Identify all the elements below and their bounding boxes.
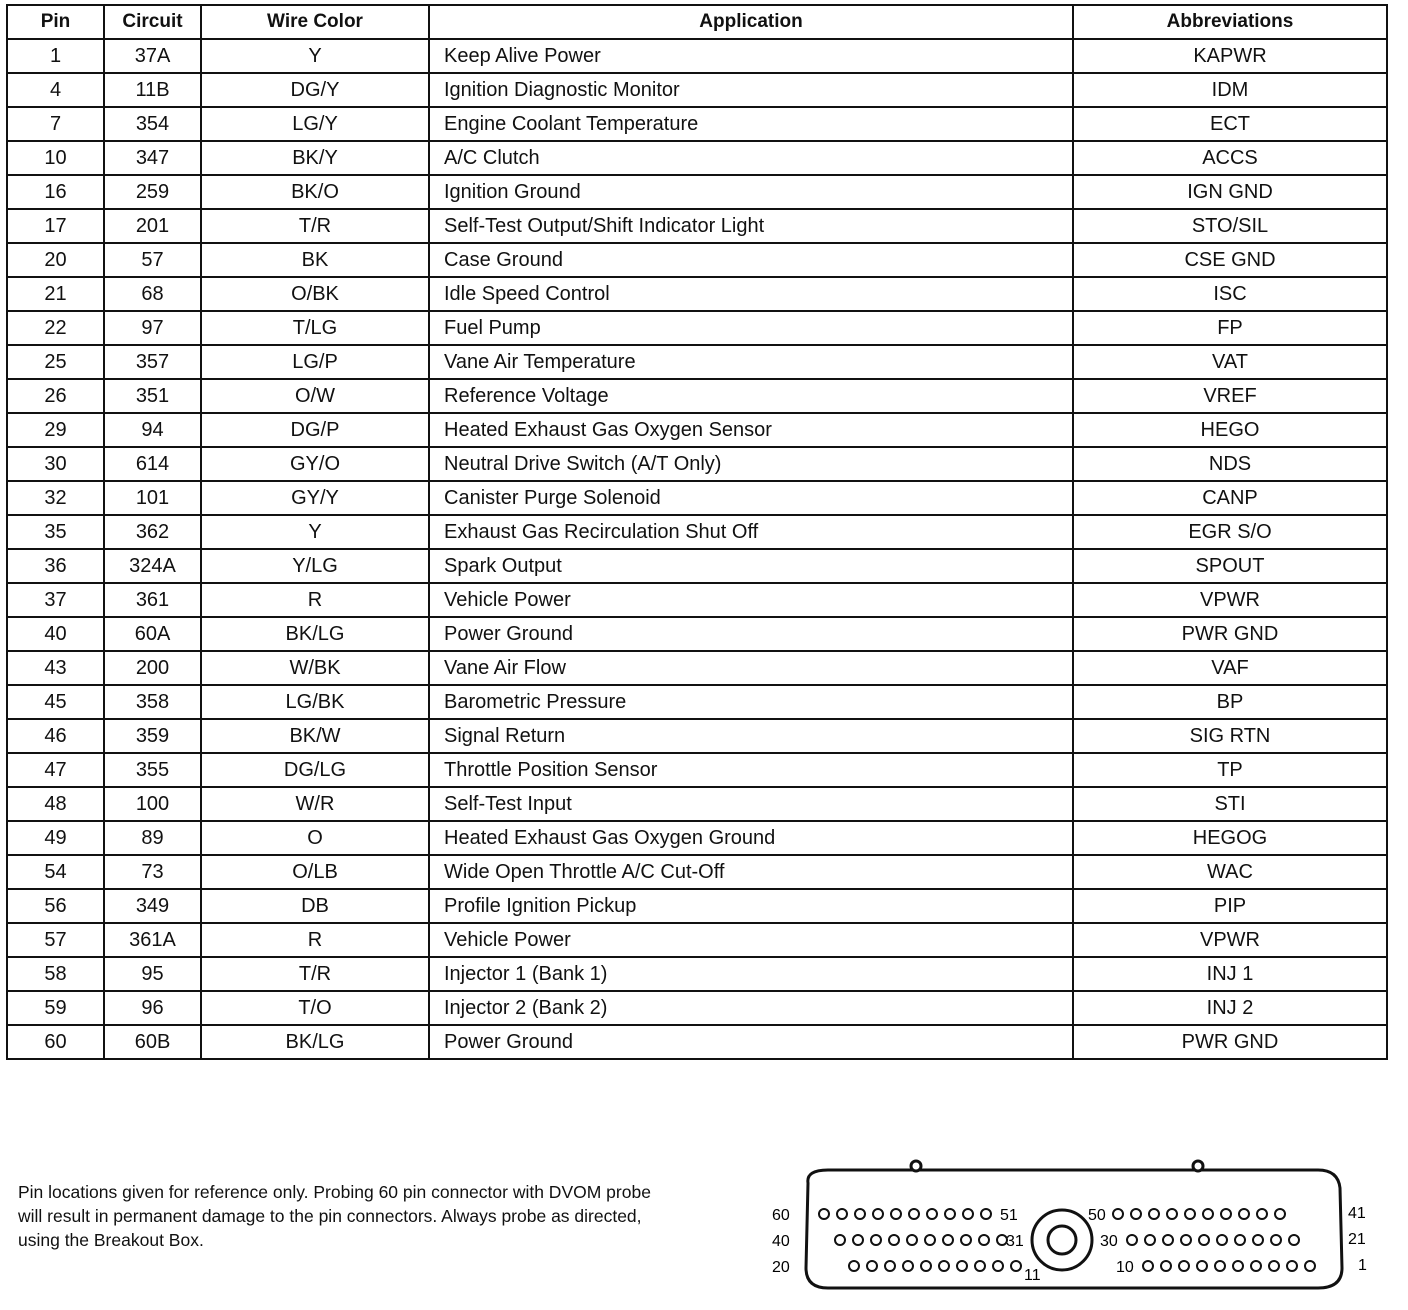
cell-wire-color: LG/P <box>201 345 429 379</box>
table-row <box>7 957 1387 991</box>
cell-circuit: 259 <box>104 175 201 209</box>
cell-application: Keep Alive Power <box>429 39 1073 73</box>
connector-pin <box>1113 1209 1123 1219</box>
connector-pin <box>1197 1261 1207 1271</box>
note-line: using the Breakout Box. <box>18 1230 204 1250</box>
cell-application: Reference Voltage <box>429 379 1073 413</box>
connector-diagram <box>758 1148 1378 1298</box>
connector-pin <box>1239 1209 1249 1219</box>
cell-application: Exhaust Gas Recirculation Shut Off <box>429 515 1073 549</box>
connector-pin <box>1185 1209 1195 1219</box>
cell-circuit: 355 <box>104 753 201 787</box>
connector-pin <box>1011 1261 1021 1271</box>
cell-application: Self-Test Output/Shift Indicator Light <box>429 209 1073 243</box>
probe-warning-note <box>18 1180 738 1252</box>
table-row <box>7 209 1387 243</box>
cell-circuit: 37A <box>104 39 201 73</box>
cell-abbreviation: TP <box>1073 753 1387 787</box>
connector-pin <box>975 1261 985 1271</box>
connector-pin <box>1233 1261 1243 1271</box>
connector-pin <box>1163 1235 1173 1245</box>
table-row <box>7 719 1387 753</box>
table-row <box>7 107 1387 141</box>
table-row <box>7 447 1387 481</box>
cell-pin: 58 <box>7 957 104 991</box>
connector-key-right <box>1193 1161 1203 1171</box>
cell-wire-color: Y <box>201 515 429 549</box>
cell-pin: 26 <box>7 379 104 413</box>
cell-application: Case Ground <box>429 243 1073 277</box>
connector-pin <box>1179 1261 1189 1271</box>
cell-abbreviation: STI <box>1073 787 1387 821</box>
connector-pin <box>1221 1209 1231 1219</box>
cell-wire-color: GY/Y <box>201 481 429 515</box>
cell-circuit: 60B <box>104 1025 201 1059</box>
table-row <box>7 753 1387 787</box>
cell-circuit: 101 <box>104 481 201 515</box>
connector-pin <box>909 1209 919 1219</box>
cell-application: Power Ground <box>429 1025 1073 1059</box>
footer-panel <box>6 1124 1386 1306</box>
cell-application: Power Ground <box>429 617 1073 651</box>
cell-application: Signal Return <box>429 719 1073 753</box>
cell-abbreviation: VAT <box>1073 345 1387 379</box>
header-abbreviations: Abbreviations <box>1073 5 1387 39</box>
cell-circuit: 96 <box>104 991 201 1025</box>
connector-pin <box>885 1261 895 1271</box>
table-row <box>7 1025 1387 1059</box>
cell-pin: 43 <box>7 651 104 685</box>
cell-abbreviation: IGN GND <box>1073 175 1387 209</box>
cell-abbreviation: ACCS <box>1073 141 1387 175</box>
connector-pin <box>1131 1209 1141 1219</box>
pin-label-1: 1 <box>1358 1257 1367 1274</box>
connector-pin <box>1203 1209 1213 1219</box>
cell-circuit: 100 <box>104 787 201 821</box>
cell-application: Fuel Pump <box>429 311 1073 345</box>
cell-application: Self-Test Input <box>429 787 1073 821</box>
cell-circuit: 73 <box>104 855 201 889</box>
connector-pin <box>957 1261 967 1271</box>
connector-pins <box>819 1209 1315 1271</box>
cell-application: Injector 1 (Bank 1) <box>429 957 1073 991</box>
cell-circuit: 357 <box>104 345 201 379</box>
pin-label-10: 10 <box>1116 1259 1134 1276</box>
table-row <box>7 583 1387 617</box>
cell-abbreviation: NDS <box>1073 447 1387 481</box>
connector-pin <box>891 1209 901 1219</box>
cell-abbreviation: HEGO <box>1073 413 1387 447</box>
table-row <box>7 481 1387 515</box>
cell-pin: 49 <box>7 821 104 855</box>
header-wire-color: Wire Color <box>201 5 429 39</box>
cell-application: Vehicle Power <box>429 583 1073 617</box>
pin-label-21: 21 <box>1348 1231 1366 1248</box>
connector-pin <box>1143 1261 1153 1271</box>
header-row <box>7 5 1387 39</box>
cell-abbreviation: EGR S/O <box>1073 515 1387 549</box>
cell-application: Ignition Ground <box>429 175 1073 209</box>
cell-pin: 32 <box>7 481 104 515</box>
connector-pin <box>927 1209 937 1219</box>
cell-wire-color: O <box>201 821 429 855</box>
connector-pin <box>1149 1209 1159 1219</box>
cell-application: Injector 2 (Bank 2) <box>429 991 1073 1025</box>
cell-abbreviation: INJ 2 <box>1073 991 1387 1025</box>
connector-pin <box>1287 1261 1297 1271</box>
cell-application: Heated Exhaust Gas Oxygen Sensor <box>429 413 1073 447</box>
cell-pin: 47 <box>7 753 104 787</box>
table-row <box>7 889 1387 923</box>
note-line: Pin locations given for reference only. Probing 60 pin connector with DVOM probe <box>18 1182 651 1202</box>
cell-circuit: 89 <box>104 821 201 855</box>
table-row <box>7 515 1387 549</box>
connector-pin <box>979 1235 989 1245</box>
cell-application: Vane Air Temperature <box>429 345 1073 379</box>
cell-circuit: 68 <box>104 277 201 311</box>
cell-pin: 22 <box>7 311 104 345</box>
table-row <box>7 821 1387 855</box>
table-row <box>7 175 1387 209</box>
connector-pin <box>867 1261 877 1271</box>
cell-abbreviation: WAC <box>1073 855 1387 889</box>
cell-application: Heated Exhaust Gas Oxygen Ground <box>429 821 1073 855</box>
cell-pin: 54 <box>7 855 104 889</box>
cell-wire-color: R <box>201 583 429 617</box>
header-application: Application <box>429 5 1073 39</box>
cell-circuit: 201 <box>104 209 201 243</box>
cell-wire-color: BK/Y <box>201 141 429 175</box>
connector-pin <box>1271 1235 1281 1245</box>
table-row <box>7 685 1387 719</box>
header-pin: Pin <box>7 5 104 39</box>
cell-abbreviation: CSE GND <box>1073 243 1387 277</box>
connector-pin <box>963 1209 973 1219</box>
connector-pin <box>1215 1261 1225 1271</box>
cell-pin: 21 <box>7 277 104 311</box>
table-row <box>7 549 1387 583</box>
connector-pin <box>1305 1261 1315 1271</box>
connector-pin <box>819 1209 829 1219</box>
cell-pin: 17 <box>7 209 104 243</box>
connector-pin <box>1251 1261 1261 1271</box>
connector-center-bolt-outer <box>1032 1210 1092 1270</box>
connector-center-bolt-inner <box>1048 1226 1076 1254</box>
cell-circuit: 347 <box>104 141 201 175</box>
cell-pin: 29 <box>7 413 104 447</box>
cell-pin: 37 <box>7 583 104 617</box>
connector-pin <box>1253 1235 1263 1245</box>
cell-abbreviation: FP <box>1073 311 1387 345</box>
connector-pin <box>849 1261 859 1271</box>
connector-key-left <box>911 1161 921 1171</box>
cell-application: Canister Purge Solenoid <box>429 481 1073 515</box>
cell-circuit: 361 <box>104 583 201 617</box>
table-row <box>7 379 1387 413</box>
connector-pin <box>873 1209 883 1219</box>
table-row <box>7 855 1387 889</box>
cell-wire-color: DG/LG <box>201 753 429 787</box>
cell-application: Neutral Drive Switch (A/T Only) <box>429 447 1073 481</box>
connector-pin <box>1217 1235 1227 1245</box>
cell-circuit: 97 <box>104 311 201 345</box>
connector-pin <box>1257 1209 1267 1219</box>
connector-pin <box>889 1235 899 1245</box>
header-circuit: Circuit <box>104 5 201 39</box>
cell-wire-color: O/W <box>201 379 429 413</box>
cell-circuit: 60A <box>104 617 201 651</box>
cell-application: Wide Open Throttle A/C Cut-Off <box>429 855 1073 889</box>
cell-abbreviation: STO/SIL <box>1073 209 1387 243</box>
cell-wire-color: BK/LG <box>201 1025 429 1059</box>
cell-wire-color: DB <box>201 889 429 923</box>
cell-wire-color: T/R <box>201 957 429 991</box>
connector-pin <box>871 1235 881 1245</box>
cell-wire-color: DG/P <box>201 413 429 447</box>
cell-pin: 57 <box>7 923 104 957</box>
table-row <box>7 413 1387 447</box>
connector-pin <box>1145 1235 1155 1245</box>
cell-abbreviation: SIG RTN <box>1073 719 1387 753</box>
cell-circuit: 362 <box>104 515 201 549</box>
connector-pin <box>1127 1235 1137 1245</box>
connector-pin <box>939 1261 949 1271</box>
cell-abbreviation: VPWR <box>1073 583 1387 617</box>
cell-pin: 30 <box>7 447 104 481</box>
pin-label-40: 40 <box>772 1233 790 1250</box>
cell-abbreviation: VPWR <box>1073 923 1387 957</box>
pin-label-51: 51 <box>1000 1207 1018 1224</box>
table-row <box>7 243 1387 277</box>
cell-pin: 60 <box>7 1025 104 1059</box>
cell-wire-color: O/BK <box>201 277 429 311</box>
cell-application: Vane Air Flow <box>429 651 1073 685</box>
connector-pin <box>853 1235 863 1245</box>
connector-pin <box>1167 1209 1177 1219</box>
cell-abbreviation: VREF <box>1073 379 1387 413</box>
cell-circuit: 94 <box>104 413 201 447</box>
cell-pin: 36 <box>7 549 104 583</box>
cell-circuit: 358 <box>104 685 201 719</box>
cell-pin: 4 <box>7 73 104 107</box>
cell-pin: 40 <box>7 617 104 651</box>
connector-pin <box>1161 1261 1171 1271</box>
cell-abbreviation: PIP <box>1073 889 1387 923</box>
cell-application: Spark Output <box>429 549 1073 583</box>
table-row <box>7 39 1387 73</box>
connector-pin <box>961 1235 971 1245</box>
cell-application: Barometric Pressure <box>429 685 1073 719</box>
pin-label-11: 11 <box>1024 1267 1041 1284</box>
cell-wire-color: LG/BK <box>201 685 429 719</box>
cell-application: Ignition Diagnostic Monitor <box>429 73 1073 107</box>
table-row <box>7 345 1387 379</box>
pin-label-31: 31 <box>1006 1233 1024 1250</box>
connector-pin <box>943 1235 953 1245</box>
table-row <box>7 73 1387 107</box>
cell-wire-color: O/LB <box>201 855 429 889</box>
connector-pin <box>925 1235 935 1245</box>
cell-abbreviation: IDM <box>1073 73 1387 107</box>
cell-wire-color: BK/W <box>201 719 429 753</box>
cell-wire-color: R <box>201 923 429 957</box>
cell-circuit: 200 <box>104 651 201 685</box>
cell-pin: 59 <box>7 991 104 1025</box>
cell-application: A/C Clutch <box>429 141 1073 175</box>
cell-abbreviation: ECT <box>1073 107 1387 141</box>
cell-wire-color: Y/LG <box>201 549 429 583</box>
table-row <box>7 617 1387 651</box>
connector-pin <box>1269 1261 1279 1271</box>
pin-table <box>6 4 1388 1060</box>
cell-abbreviation: ISC <box>1073 277 1387 311</box>
cell-application: Idle Speed Control <box>429 277 1073 311</box>
cell-wire-color: LG/Y <box>201 107 429 141</box>
cell-circuit: 95 <box>104 957 201 991</box>
connector-pin <box>1199 1235 1209 1245</box>
cell-wire-color: T/O <box>201 991 429 1025</box>
connector-pin <box>1181 1235 1191 1245</box>
cell-pin: 10 <box>7 141 104 175</box>
table-row <box>7 923 1387 957</box>
cell-pin: 56 <box>7 889 104 923</box>
cell-circuit: 57 <box>104 243 201 277</box>
cell-wire-color: W/BK <box>201 651 429 685</box>
connector-pin <box>1235 1235 1245 1245</box>
connector-pin <box>981 1209 991 1219</box>
pin-label-30: 30 <box>1100 1233 1118 1250</box>
connector-pin <box>993 1261 1003 1271</box>
connector-pin <box>907 1235 917 1245</box>
cell-abbreviation: SPOUT <box>1073 549 1387 583</box>
cell-circuit: 351 <box>104 379 201 413</box>
connector-pin <box>1289 1235 1299 1245</box>
cell-wire-color: GY/O <box>201 447 429 481</box>
cell-pin: 1 <box>7 39 104 73</box>
table-row <box>7 277 1387 311</box>
connector-pin <box>837 1209 847 1219</box>
pin-label-41: 41 <box>1348 1205 1366 1222</box>
pin-label-20: 20 <box>772 1259 790 1276</box>
cell-circuit: 324A <box>104 549 201 583</box>
connector-pin <box>855 1209 865 1219</box>
cell-abbreviation: CANP <box>1073 481 1387 515</box>
connector-pin <box>903 1261 913 1271</box>
cell-wire-color: T/LG <box>201 311 429 345</box>
cell-abbreviation: BP <box>1073 685 1387 719</box>
cell-pin: 48 <box>7 787 104 821</box>
cell-pin: 35 <box>7 515 104 549</box>
cell-wire-color: BK/LG <box>201 617 429 651</box>
cell-pin: 46 <box>7 719 104 753</box>
cell-wire-color: T/R <box>201 209 429 243</box>
cell-application: Engine Coolant Temperature <box>429 107 1073 141</box>
cell-circuit: 359 <box>104 719 201 753</box>
cell-circuit: 354 <box>104 107 201 141</box>
connector-pin <box>945 1209 955 1219</box>
table-row <box>7 991 1387 1025</box>
note-line: will result in permanent damage to the pin connectors. Always probe as directed, <box>18 1206 642 1226</box>
cell-circuit: 361A <box>104 923 201 957</box>
cell-abbreviation: INJ 1 <box>1073 957 1387 991</box>
cell-pin: 16 <box>7 175 104 209</box>
cell-pin: 25 <box>7 345 104 379</box>
table-row <box>7 311 1387 345</box>
cell-abbreviation: PWR GND <box>1073 617 1387 651</box>
table-row <box>7 787 1387 821</box>
connector-pin <box>1275 1209 1285 1219</box>
pin-label-50: 50 <box>1088 1207 1106 1224</box>
cell-pin: 20 <box>7 243 104 277</box>
table-row <box>7 651 1387 685</box>
cell-circuit: 614 <box>104 447 201 481</box>
cell-abbreviation: PWR GND <box>1073 1025 1387 1059</box>
cell-wire-color: Y <box>201 39 429 73</box>
cell-wire-color: BK/O <box>201 175 429 209</box>
cell-application: Throttle Position Sensor <box>429 753 1073 787</box>
cell-pin: 45 <box>7 685 104 719</box>
cell-application: Vehicle Power <box>429 923 1073 957</box>
cell-wire-color: DG/Y <box>201 73 429 107</box>
cell-application: Profile Ignition Pickup <box>429 889 1073 923</box>
table-row <box>7 141 1387 175</box>
cell-abbreviation: KAPWR <box>1073 39 1387 73</box>
cell-circuit: 349 <box>104 889 201 923</box>
cell-abbreviation: HEGOG <box>1073 821 1387 855</box>
cell-wire-color: W/R <box>201 787 429 821</box>
cell-circuit: 11B <box>104 73 201 107</box>
cell-pin: 7 <box>7 107 104 141</box>
connector-pin <box>921 1261 931 1271</box>
cell-wire-color: BK <box>201 243 429 277</box>
cell-abbreviation: VAF <box>1073 651 1387 685</box>
pin-label-60: 60 <box>772 1207 790 1224</box>
connector-pin <box>835 1235 845 1245</box>
